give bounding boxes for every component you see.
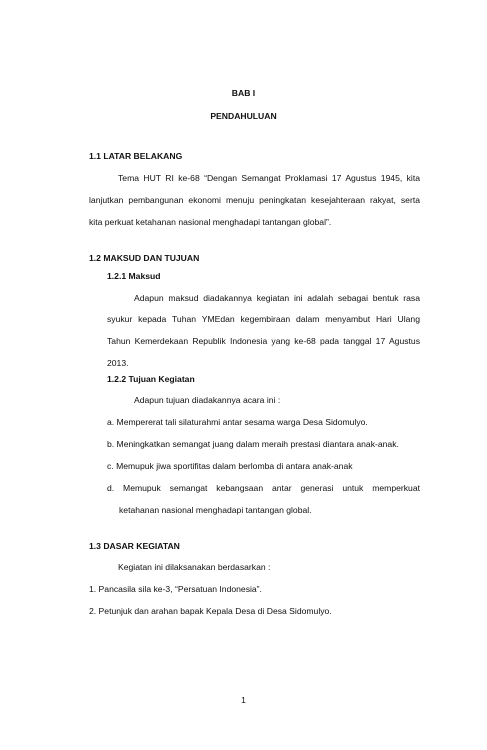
paragraph-line: 2013. [107,358,129,368]
list-item: d. Memupuk semangat kebangsaan antar generasi untuk memperkuat [107,483,420,493]
paragraph-line: Adapun maksud diadakannya kegiatan ini adalah sebagai bentuk rasa [134,293,420,303]
subsection-heading-maksud: 1.2.1 Maksud [107,271,161,281]
list-item: c. Memupuk jiwa sportifitas dalam berlomba di antara anak-anak [107,461,353,471]
list-item: a. Mempererat tali silaturahmi antar sesama warga Desa Sidomulyo. [107,417,368,427]
paragraph-line: Tema HUT RI ke-68 “Dengan Semangat Proklamasi 17 Agustus 1945, kita [118,173,420,183]
subsection-heading-tujuan: 1.2.2 Tujuan Kegiatan [107,374,195,384]
list-intro: Kegiatan ini dilaksanakan berdasarkan : [118,562,271,572]
paragraph-line: Tahun Kemerdekaan Republik Indonesia yang ke-68 pada tanggal 17 Agustus [107,336,420,346]
list-intro: Adapun tujuan diadakannya acara ini : [134,395,281,405]
list-item-continuation: ketahanan nasional menghadapi tantangan global. [119,505,312,515]
section-heading-dasar-kegiatan: 1.3 DASAR KEGIATAN [89,541,180,551]
section-heading-latar-belakang: 1.1 LATAR BELAKANG [89,151,183,161]
paragraph-line: syukur kepada Tuhan YMEdan kegembiraan dalam menyambut Hari Ulang [107,314,420,324]
list-item: b. Meningkatkan semangat juang dalam meraih prestasi diantara anak-anak. [107,439,399,449]
chapter-label: BAB I [231,88,256,98]
list-item: 1. Pancasila sila ke-3, “Persatuan Indonesia”. [89,584,262,594]
chapter-title: PENDAHULUAN [210,111,277,121]
paragraph-line: lanjutkan pembangunan ekonomi menuju peningkatan kesejahteraan rakyat, serta [89,195,420,205]
page-number: 1 [241,695,246,705]
paragraph-line: kita perkuat ketahanan nasional menghadapi tantangan global”. [89,217,332,227]
section-heading-maksud-tujuan: 1.2 MAKSUD DAN TUJUAN [89,253,200,263]
list-item: 2. Petunjuk dan arahan bapak Kepala Desa di Desa Sidomulyo. [89,606,332,616]
